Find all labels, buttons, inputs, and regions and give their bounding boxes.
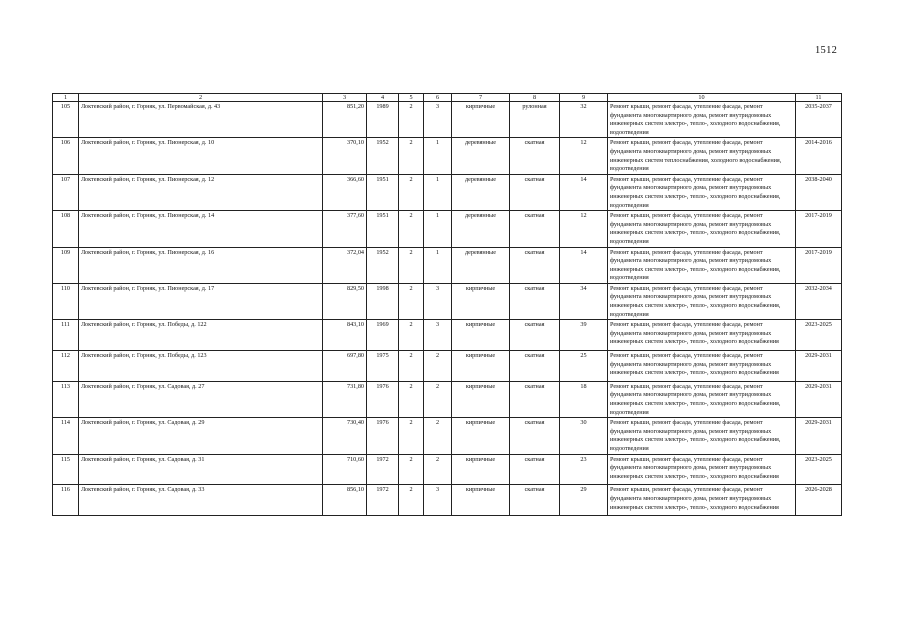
period-cell: 2026-2028 bbox=[796, 485, 842, 516]
column-9-cell: 12 bbox=[560, 138, 608, 174]
table-body bbox=[53, 102, 842, 516]
works-list-cell: Ремонт крыши, ремонт фасада, утепление фасада, ремонт фундамента многоквартирного дома, ремонт внутридомовых инженерных систем электро-, тепло-, холодного водоснабжения, водоотведения bbox=[608, 283, 796, 319]
works-list-cell: Ремонт крыши, ремонт фасада, утепление фасада, ремонт фундамента многоквартирного дома, ремонт внутридомовых инженерных систем электро-, тепло-, холодного водоснабжения bbox=[608, 351, 796, 382]
column-5-cell: 2 bbox=[399, 102, 424, 138]
column-6-cell: 3 bbox=[424, 320, 452, 351]
row-number: 106 bbox=[53, 138, 79, 174]
address-cell: Локтевский район, г. Горняк, ул. Пионерская, д. 12 bbox=[79, 174, 323, 210]
column-9-cell: 25 bbox=[560, 351, 608, 382]
column-9-cell: 32 bbox=[560, 102, 608, 138]
column-header: 2 bbox=[79, 94, 323, 102]
period-cell: 2023-2025 bbox=[796, 320, 842, 351]
row-number: 107 bbox=[53, 174, 79, 210]
column-5-cell: 2 bbox=[399, 320, 424, 351]
wall-material-cell: кирпичные bbox=[452, 418, 510, 454]
period-cell: 2029-2031 bbox=[796, 351, 842, 382]
year-cell: 1976 bbox=[367, 381, 399, 417]
address-cell: Локтевский район, г. Горняк, ул. Пионерская, д. 17 bbox=[79, 283, 323, 319]
column-header: 10 bbox=[608, 94, 796, 102]
column-6-cell: 2 bbox=[424, 381, 452, 417]
column-6-cell: 2 bbox=[424, 351, 452, 382]
area-cell: 710,60 bbox=[323, 454, 367, 485]
column-header: 7 bbox=[452, 94, 510, 102]
row-number: 109 bbox=[53, 247, 79, 283]
wall-material-cell: кирпичные bbox=[452, 454, 510, 485]
works-list-cell: Ремонт крыши, ремонт фасада, утепление фасада, ремонт фундамента многоквартирного дома, ремонт внутридомовых инженерных систем электро-, тепло-, холодного водоснабжения, водоотведения bbox=[608, 247, 796, 283]
roof-type-cell: скатная bbox=[510, 174, 560, 210]
table-row bbox=[53, 351, 842, 382]
column-6-cell: 3 bbox=[424, 485, 452, 516]
roof-type-cell: скатная bbox=[510, 454, 560, 485]
roof-type-cell: скатная bbox=[510, 320, 560, 351]
roof-type-cell: скатная bbox=[510, 247, 560, 283]
row-number: 108 bbox=[53, 211, 79, 247]
page-number: 1512 bbox=[815, 45, 838, 56]
row-number: 111 bbox=[53, 320, 79, 351]
column-number-row bbox=[53, 94, 842, 102]
column-5-cell: 2 bbox=[399, 138, 424, 174]
column-header: 4 bbox=[367, 94, 399, 102]
year-cell: 1972 bbox=[367, 485, 399, 516]
column-5-cell: 2 bbox=[399, 211, 424, 247]
column-9-cell: 30 bbox=[560, 418, 608, 454]
roof-type-cell: скатная bbox=[510, 138, 560, 174]
column-6-cell: 1 bbox=[424, 138, 452, 174]
row-number: 110 bbox=[53, 283, 79, 319]
column-9-cell: 29 bbox=[560, 485, 608, 516]
column-6-cell: 1 bbox=[424, 247, 452, 283]
column-9-cell: 12 bbox=[560, 211, 608, 247]
address-cell: Локтевский район, г. Горняк, ул. Победы, д. 123 bbox=[79, 351, 323, 382]
period-cell: 2017-2019 bbox=[796, 211, 842, 247]
column-6-cell: 3 bbox=[424, 102, 452, 138]
address-cell: Локтевский район, г. Горняк, ул. Первомайская, д. 43 bbox=[79, 102, 323, 138]
area-cell: 843,10 bbox=[323, 320, 367, 351]
column-9-cell: 14 bbox=[560, 247, 608, 283]
wall-material-cell: кирпичные bbox=[452, 283, 510, 319]
column-5-cell: 2 bbox=[399, 381, 424, 417]
column-header: 11 bbox=[796, 94, 842, 102]
column-header: 6 bbox=[424, 94, 452, 102]
wall-material-cell: кирпичные bbox=[452, 351, 510, 382]
table-row bbox=[53, 454, 842, 485]
address-cell: Локтевский район, г. Горняк, ул. Садовая, д. 27 bbox=[79, 381, 323, 417]
roof-type-cell: скатная bbox=[510, 381, 560, 417]
wall-material-cell: деревянные bbox=[452, 138, 510, 174]
area-cell: 697,80 bbox=[323, 351, 367, 382]
year-cell: 1975 bbox=[367, 351, 399, 382]
works-list-cell: Ремонт крыши, ремонт фасада, утепление фасада, ремонт фундамента многоквартирного дома, ремонт внутридомовых инженерных систем электро-, тепло-, холодного водоснабжения bbox=[608, 320, 796, 351]
wall-material-cell: кирпичные bbox=[452, 320, 510, 351]
roof-type-cell: скатная bbox=[510, 351, 560, 382]
year-cell: 1976 bbox=[367, 418, 399, 454]
row-number: 112 bbox=[53, 351, 79, 382]
area-cell: 731,80 bbox=[323, 381, 367, 417]
address-cell: Локтевский район, г. Горняк, ул. Садовая, д. 33 bbox=[79, 485, 323, 516]
row-number: 116 bbox=[53, 485, 79, 516]
column-9-cell: 39 bbox=[560, 320, 608, 351]
address-cell: Локтевский район, г. Горняк, ул. Пионерская, д. 16 bbox=[79, 247, 323, 283]
period-cell: 2014-2016 bbox=[796, 138, 842, 174]
period-cell: 2038-2040 bbox=[796, 174, 842, 210]
address-cell: Локтевский район, г. Горняк, ул. Победы, д. 122 bbox=[79, 320, 323, 351]
column-5-cell: 2 bbox=[399, 247, 424, 283]
area-cell: 730,40 bbox=[323, 418, 367, 454]
wall-material-cell: деревянные bbox=[452, 211, 510, 247]
works-list-cell: Ремонт крыши, ремонт фасада, утепление фасада, ремонт фундамента многоквартирного дома, ремонт внутридомовых инженерных систем электро-, тепло-, холодного водоснабжения, водоотведения bbox=[608, 174, 796, 210]
table-row bbox=[53, 138, 842, 174]
area-cell: 851,20 bbox=[323, 102, 367, 138]
table-row bbox=[53, 247, 842, 283]
works-list-cell: Ремонт крыши, ремонт фасада, утепление фасада, ремонт фундамента многоквартирного дома, ремонт внутридомовых инженерных систем электро-, тепло-, холодного водоснабжения, водоотведения bbox=[608, 418, 796, 454]
works-list-cell: Ремонт крыши, ремонт фасада, утепление фасада, ремонт фундамента многоквартирного дома, ремонт внутридомовых инженерных систем электро-, тепло-, холодного водоснабжения bbox=[608, 454, 796, 485]
column-5-cell: 2 bbox=[399, 454, 424, 485]
year-cell: 1951 bbox=[367, 174, 399, 210]
year-cell: 1972 bbox=[367, 454, 399, 485]
column-6-cell: 3 bbox=[424, 283, 452, 319]
wall-material-cell: деревянные bbox=[452, 174, 510, 210]
column-5-cell: 2 bbox=[399, 174, 424, 210]
row-number: 114 bbox=[53, 418, 79, 454]
area-cell: 856,10 bbox=[323, 485, 367, 516]
column-6-cell: 2 bbox=[424, 418, 452, 454]
area-cell: 377,60 bbox=[323, 211, 367, 247]
column-9-cell: 18 bbox=[560, 381, 608, 417]
row-number: 115 bbox=[53, 454, 79, 485]
column-5-cell: 2 bbox=[399, 351, 424, 382]
column-6-cell: 1 bbox=[424, 211, 452, 247]
year-cell: 1951 bbox=[367, 211, 399, 247]
wall-material-cell: деревянные bbox=[452, 247, 510, 283]
period-cell: 2029-2031 bbox=[796, 418, 842, 454]
address-cell: Локтевский район, г. Горняк, ул. Садовая, д. 31 bbox=[79, 454, 323, 485]
roof-type-cell: скатная bbox=[510, 283, 560, 319]
roof-type-cell: скатная bbox=[510, 211, 560, 247]
area-cell: 829,50 bbox=[323, 283, 367, 319]
row-number: 105 bbox=[53, 102, 79, 138]
address-cell: Локтевский район, г. Горняк, ул. Пионерская, д. 10 bbox=[79, 138, 323, 174]
table-row bbox=[53, 174, 842, 210]
works-list-cell: Ремонт крыши, ремонт фасада, утепление фасада, ремонт фундамента многоквартирного дома, ремонт внутридомовых инженерных систем электро-, тепло-, холодного водоснабжения, водоотведения bbox=[608, 102, 796, 138]
row-number: 113 bbox=[53, 381, 79, 417]
table-row bbox=[53, 102, 842, 138]
column-5-cell: 2 bbox=[399, 418, 424, 454]
column-6-cell: 1 bbox=[424, 174, 452, 210]
roof-type-cell: скатная bbox=[510, 418, 560, 454]
period-cell: 2017-2019 bbox=[796, 247, 842, 283]
wall-material-cell: кирпичные bbox=[452, 381, 510, 417]
works-list-cell: Ремонт крыши, ремонт фасада, утепление фасада, ремонт фундамента многоквартирного дома, ремонт внутридомовых инженерных систем электро-, тепло-, холодного водоснабжения bbox=[608, 485, 796, 516]
year-cell: 1952 bbox=[367, 247, 399, 283]
column-header: 5 bbox=[399, 94, 424, 102]
works-list-cell: Ремонт крыши, ремонт фасада, утепление фасада, ремонт фундамента многоквартирного дома, ремонт внутридомовых инженерных систем электро-, тепло-, холодного водоснабжения, водоотведения bbox=[608, 381, 796, 417]
table-row bbox=[53, 418, 842, 454]
works-list-cell: Ремонт крыши, ремонт фасада, утепление фасада, ремонт фундамента многоквартирного дома, ремонт внутридомовых инженерных систем теплоснабжения, холодного водоснабжения, водоотведения bbox=[608, 138, 796, 174]
area-cell: 366,60 bbox=[323, 174, 367, 210]
table-row bbox=[53, 320, 842, 351]
column-9-cell: 23 bbox=[560, 454, 608, 485]
year-cell: 1998 bbox=[367, 283, 399, 319]
works-list-cell: Ремонт крыши, ремонт фасада, утепление фасада, ремонт фундамента многоквартирного дома, ремонт внутридомовых инженерных систем электро-, тепло-, холодного водоснабжения, водоотведения bbox=[608, 211, 796, 247]
column-header: 1 bbox=[53, 94, 79, 102]
column-6-cell: 2 bbox=[424, 454, 452, 485]
column-5-cell: 2 bbox=[399, 485, 424, 516]
column-header: 9 bbox=[560, 94, 608, 102]
year-cell: 1989 bbox=[367, 102, 399, 138]
period-cell: 2023-2025 bbox=[796, 454, 842, 485]
roof-type-cell: рулонная bbox=[510, 102, 560, 138]
period-cell: 2032-2034 bbox=[796, 283, 842, 319]
address-cell: Локтевский район, г. Горняк, ул. Пионерская, д. 14 bbox=[79, 211, 323, 247]
period-cell: 2029-2031 bbox=[796, 381, 842, 417]
column-9-cell: 14 bbox=[560, 174, 608, 210]
wall-material-cell: кирпичные bbox=[452, 485, 510, 516]
column-9-cell: 34 bbox=[560, 283, 608, 319]
wall-material-cell: кирпичные bbox=[452, 102, 510, 138]
column-header: 8 bbox=[510, 94, 560, 102]
roof-type-cell: скатная bbox=[510, 485, 560, 516]
year-cell: 1952 bbox=[367, 138, 399, 174]
table-row bbox=[53, 381, 842, 417]
period-cell: 2035-2037 bbox=[796, 102, 842, 138]
address-cell: Локтевский район, г. Горняк, ул. Садовая, д. 29 bbox=[79, 418, 323, 454]
housing-register-table bbox=[52, 93, 842, 516]
year-cell: 1969 bbox=[367, 320, 399, 351]
area-cell: 372,04 bbox=[323, 247, 367, 283]
area-cell: 370,10 bbox=[323, 138, 367, 174]
table-row bbox=[53, 485, 842, 516]
table-row bbox=[53, 283, 842, 319]
column-header: 3 bbox=[323, 94, 367, 102]
table-row bbox=[53, 211, 842, 247]
column-5-cell: 2 bbox=[399, 283, 424, 319]
